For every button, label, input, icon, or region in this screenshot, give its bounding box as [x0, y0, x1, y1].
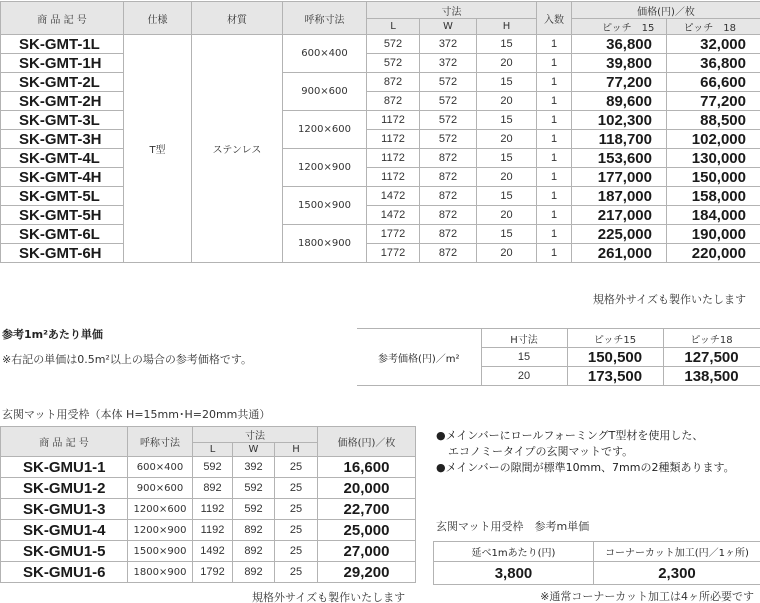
mat-dim-w: 392 [233, 457, 275, 478]
mat-code: SK-GMU1-4 [1, 520, 128, 541]
mat-size: 1800×900 [128, 562, 193, 583]
dim-l: 572 [367, 35, 420, 54]
mat-size: 1500×900 [128, 541, 193, 562]
product-row [1, 111, 760, 130]
mat-dim-w: 892 [233, 520, 275, 541]
price-pitch18: 32,000 [667, 35, 760, 54]
mat-header-dim: 寸法 [193, 427, 318, 443]
qty: 1 [537, 130, 572, 149]
price-pitch18: 150,000 [667, 168, 760, 187]
mat-price: 22,700 [318, 499, 416, 520]
mat-header-nominal: 呼称寸法 [128, 427, 193, 457]
dim-l: 1172 [367, 149, 420, 168]
mat-size: 600×400 [128, 457, 193, 478]
dim-l: 1172 [367, 130, 420, 149]
nominal-size: 1500×900 [283, 187, 367, 225]
mat-row [1, 457, 416, 478]
mat-dim-h: 25 [275, 499, 318, 520]
reference-header-h: H寸法 [481, 329, 567, 348]
material-value: ステンレス [192, 35, 283, 263]
price-pitch18: 66,600 [667, 73, 760, 92]
price-pitch15: 102,300 [572, 111, 667, 130]
price-pitch15: 261,000 [572, 244, 667, 263]
dim-w: 872 [420, 225, 477, 244]
mat-row [1, 541, 416, 562]
mat-size: 1200×900 [128, 520, 193, 541]
mat-code: SK-GMU1-1 [1, 457, 128, 478]
dim-h: 20 [477, 244, 537, 263]
dim-w: 572 [420, 130, 477, 149]
reference-label: 参考価格(円)／m² [357, 329, 481, 386]
qty: 1 [537, 244, 572, 263]
dim-w: 372 [420, 35, 477, 54]
dim-h: 15 [477, 73, 537, 92]
product-code: SK-GMT-1L [1, 35, 124, 54]
dim-l: 872 [367, 73, 420, 92]
qty: 1 [537, 225, 572, 244]
nominal-size: 1200×900 [283, 149, 367, 187]
mat-dim-w: 592 [233, 478, 275, 499]
header-dim: 寸法 [367, 2, 537, 19]
mat-price: 29,200 [318, 562, 416, 583]
mat-dim-l: 1192 [193, 520, 233, 541]
dim-l: 1172 [367, 111, 420, 130]
reference-p15: 150,500 [567, 348, 663, 367]
product-row [1, 187, 760, 206]
mat-dim-h: 25 [275, 562, 318, 583]
mat-dim-w: 892 [233, 541, 275, 562]
dim-l: 1172 [367, 168, 420, 187]
price-pitch18: 130,000 [667, 149, 760, 168]
product-row [1, 206, 760, 225]
mat-frame-title: 玄関マット用受枠（本体 H=15mm･H=20mm共通） [2, 408, 271, 421]
product-code: SK-GMT-6H [1, 244, 124, 263]
product-row [1, 168, 760, 187]
mat-price: 16,600 [318, 457, 416, 478]
product-row [1, 149, 760, 168]
main-footnote: 規格外サイズも製作いたします [592, 293, 746, 306]
dim-h: 20 [477, 92, 537, 111]
dim-l: 1772 [367, 225, 420, 244]
dim-h: 15 [477, 225, 537, 244]
mat-dim-h: 25 [275, 457, 318, 478]
header-price: 価格(円)／枚 [572, 2, 760, 19]
unit-corner-value: 2,300 [594, 562, 760, 585]
qty: 1 [537, 73, 572, 92]
mat-code: SK-GMU1-6 [1, 562, 128, 583]
main-header-row [1, 2, 760, 19]
mat-header-code: 商 品 記 号 [1, 427, 128, 457]
feature-bullets [436, 428, 735, 476]
mat-dim-h: 25 [275, 478, 318, 499]
dim-h: 15 [477, 35, 537, 54]
reference-p18: 127,500 [663, 348, 760, 367]
unit-per-m-value: 3,800 [434, 562, 594, 585]
reference-p18: 138,500 [663, 367, 760, 386]
dim-w: 372 [420, 54, 477, 73]
price-pitch15: 217,000 [572, 206, 667, 225]
mat-row [1, 562, 416, 583]
unit-price-table [433, 541, 760, 585]
header-nominal: 呼称寸法 [283, 2, 367, 35]
mat-header-row [1, 427, 416, 443]
mat-header-price: 価格(円)／枚 [318, 427, 416, 457]
header-dim-l: L [367, 19, 420, 35]
dim-w: 872 [420, 187, 477, 206]
price-pitch15: 118,700 [572, 130, 667, 149]
price-pitch18: 77,200 [667, 92, 760, 111]
product-row [1, 73, 760, 92]
price-pitch18: 102,000 [667, 130, 760, 149]
nominal-size: 1800×900 [283, 225, 367, 263]
type-value: T型 [124, 35, 192, 263]
product-code: SK-GMT-2H [1, 92, 124, 111]
qty: 1 [537, 111, 572, 130]
qty: 1 [537, 206, 572, 225]
mat-dim-h: 25 [275, 520, 318, 541]
nominal-size: 600×400 [283, 35, 367, 73]
dim-w: 572 [420, 73, 477, 92]
mat-dim-l: 892 [193, 478, 233, 499]
product-code: SK-GMT-5H [1, 206, 124, 225]
qty: 1 [537, 35, 572, 54]
reference-header-p18: ピッチ18 [663, 329, 760, 348]
product-row [1, 54, 760, 73]
product-row [1, 92, 760, 111]
nominal-size: 900×600 [283, 73, 367, 111]
dim-w: 572 [420, 92, 477, 111]
reference-header-p15: ピッチ15 [567, 329, 663, 348]
mat-row [1, 478, 416, 499]
reference-p15: 173,500 [567, 367, 663, 386]
mat-code: SK-GMU1-5 [1, 541, 128, 562]
unit-header-row [434, 542, 760, 562]
unit-value-row [434, 562, 760, 585]
product-code: SK-GMT-4L [1, 149, 124, 168]
unit-price-title: 玄関マット用受枠 参考m単価 [436, 520, 590, 533]
qty: 1 [537, 92, 572, 111]
unit-header-corner: コーナーカット加工(円／1ヶ所) [594, 542, 760, 562]
product-code: SK-GMT-4H [1, 168, 124, 187]
price-pitch18: 88,500 [667, 111, 760, 130]
mat-dim-l: 1492 [193, 541, 233, 562]
dim-l: 1472 [367, 206, 420, 225]
header-pitch18: ピッチ 18 [667, 19, 760, 35]
dim-h: 15 [477, 111, 537, 130]
qty: 1 [537, 168, 572, 187]
mat-price: 20,000 [318, 478, 416, 499]
mat-row [1, 499, 416, 520]
nominal-size: 1200×600 [283, 111, 367, 149]
product-code: SK-GMT-5L [1, 187, 124, 206]
dim-h: 15 [477, 149, 537, 168]
price-pitch18: 184,000 [667, 206, 760, 225]
mat-header-l: L [193, 443, 233, 457]
main-price-table [0, 1, 760, 263]
dim-l: 1472 [367, 187, 420, 206]
dim-h: 20 [477, 206, 537, 225]
mat-header-w: W [233, 443, 275, 457]
mat-dim-l: 1192 [193, 499, 233, 520]
product-row [1, 244, 760, 263]
price-pitch15: 39,800 [572, 54, 667, 73]
bullet-item: エコノミータイプの玄関マットです。 [448, 445, 634, 458]
product-code: SK-GMT-2L [1, 73, 124, 92]
mat-dim-l: 1792 [193, 562, 233, 583]
price-pitch18: 158,000 [667, 187, 760, 206]
header-pitch15: ピッチ 15 [572, 19, 667, 35]
dim-l: 572 [367, 54, 420, 73]
price-pitch15: 187,000 [572, 187, 667, 206]
mat-size: 1200×600 [128, 499, 193, 520]
dim-w: 572 [420, 111, 477, 130]
unit-footnote: ※通常コーナーカット加工は4ヶ所必要です [540, 590, 754, 603]
header-code: 商 品 記 号 [1, 2, 124, 35]
product-row [1, 225, 760, 244]
price-pitch15: 77,200 [572, 73, 667, 92]
qty: 1 [537, 187, 572, 206]
mat-dim-h: 25 [275, 541, 318, 562]
mat-size: 900×600 [128, 478, 193, 499]
mat-dim-w: 592 [233, 499, 275, 520]
qty: 1 [537, 54, 572, 73]
dim-h: 15 [477, 187, 537, 206]
price-pitch15: 177,000 [572, 168, 667, 187]
price-pitch18: 220,000 [667, 244, 760, 263]
dim-w: 872 [420, 206, 477, 225]
product-code: SK-GMT-6L [1, 225, 124, 244]
header-dim-w: W [420, 19, 477, 35]
product-row [1, 35, 760, 54]
reference-h: 15 [481, 348, 567, 367]
product-code: SK-GMT-1H [1, 54, 124, 73]
mat-header-h: H [275, 443, 318, 457]
product-code: SK-GMT-3L [1, 111, 124, 130]
reference-header-row [357, 329, 760, 348]
dim-h: 20 [477, 168, 537, 187]
mat-frame-table [0, 426, 416, 583]
product-row [1, 130, 760, 149]
price-pitch15: 225,000 [572, 225, 667, 244]
qty: 1 [537, 149, 572, 168]
dim-h: 20 [477, 130, 537, 149]
header-dim-h: H [477, 19, 537, 35]
mat-dim-l: 592 [193, 457, 233, 478]
mat-code: SK-GMU1-3 [1, 499, 128, 520]
product-code: SK-GMT-3H [1, 130, 124, 149]
price-pitch18: 190,000 [667, 225, 760, 244]
price-pitch15: 153,600 [572, 149, 667, 168]
dim-w: 872 [420, 168, 477, 187]
header-material: 材質 [192, 2, 283, 35]
mat-footnote: 規格外サイズも製作いたします [252, 591, 406, 603]
reference-h: 20 [481, 367, 567, 386]
header-type: 仕様 [124, 2, 192, 35]
price-pitch15: 89,600 [572, 92, 667, 111]
mat-price: 25,000 [318, 520, 416, 541]
header-qty: 入数 [537, 2, 572, 35]
dim-l: 872 [367, 92, 420, 111]
bullet-item: ●メインバーの隙間が標準10mm、7mmの2種類あります。 [436, 461, 735, 474]
mat-dim-w: 892 [233, 562, 275, 583]
price-pitch18: 36,800 [667, 54, 760, 73]
reference-price-table [357, 328, 760, 386]
unit-header-per-m: 延べ1mあたり(円) [434, 542, 594, 562]
dim-l: 1772 [367, 244, 420, 263]
price-pitch15: 36,800 [572, 35, 667, 54]
mat-code: SK-GMU1-2 [1, 478, 128, 499]
mat-price: 27,000 [318, 541, 416, 562]
mat-row [1, 520, 416, 541]
reference-title: 参考1m²あたり単価 [2, 328, 103, 341]
dim-h: 20 [477, 54, 537, 73]
dim-w: 872 [420, 149, 477, 168]
dim-w: 872 [420, 244, 477, 263]
bullet-item: ●メインバーにロールフォーミングT型材を使用した、 [436, 429, 704, 442]
reference-note: ※右記の単価は0.5m²以上の場合の参考価格です。 [2, 353, 252, 366]
